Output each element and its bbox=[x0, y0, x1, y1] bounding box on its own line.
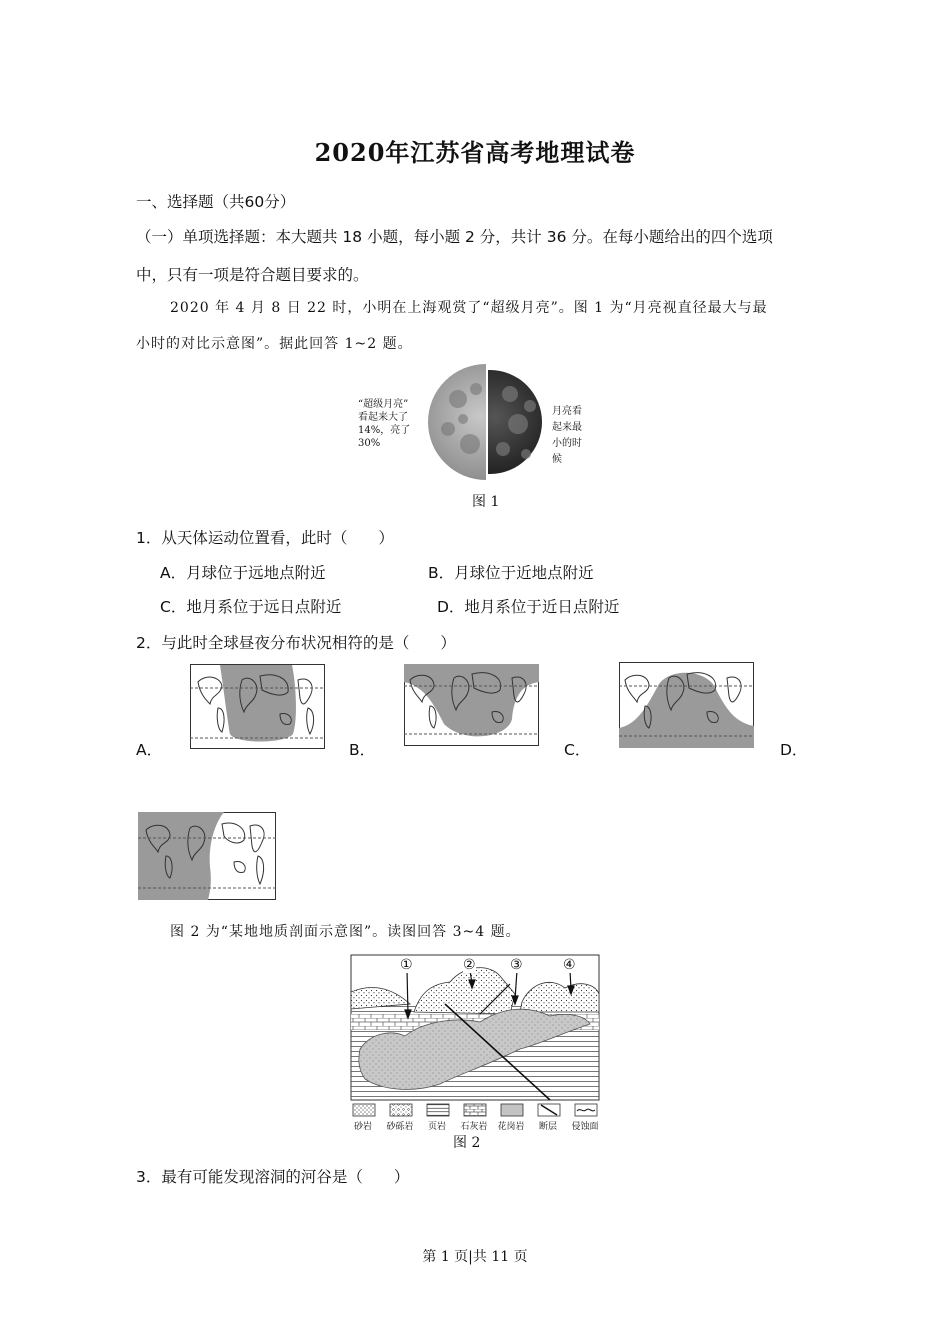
page-footer: 第 1 页|共 11 页 bbox=[422, 1249, 528, 1265]
figure2-marker-3: ③ bbox=[510, 957, 523, 973]
q2-label-b[interactable]: B． bbox=[349, 741, 376, 759]
q1-option-d[interactable]: D．地月系位于近日点附近 bbox=[437, 598, 620, 616]
q1-option-b[interactable]: B．月球位于近地点附近 bbox=[428, 564, 594, 582]
passage1-line-1: 2020 年 4 月 8 日 22 时，小明在上海观赏了“超级月亮”。图 1 为“月亮视直径最大与最 bbox=[170, 300, 768, 316]
figure2-marker-1: ① bbox=[400, 957, 413, 973]
q2-map-d[interactable] bbox=[138, 812, 276, 900]
figure1-left-label: “超级月亮” 看起来大了 14%，亮了 30% bbox=[358, 399, 411, 449]
legend-shale: 页岩 bbox=[427, 1122, 446, 1132]
passage1-line-2: 小时的对比示意图”。据此回答 1~2 题。 bbox=[136, 336, 413, 352]
passage2: 图 2 为“某地地质剖面示意图”。读图回答 3~4 题。 bbox=[170, 924, 521, 940]
figure2-cross-section bbox=[350, 954, 600, 1101]
q2-label-d[interactable]: D． bbox=[780, 741, 808, 759]
q2-map-b[interactable] bbox=[404, 664, 539, 746]
legend-sandstone: 砂岩 bbox=[353, 1122, 372, 1132]
figure2-marker-2: ② bbox=[463, 957, 476, 973]
instructions-line-1: （一）单项选择题：本大题共 18 小题，每小题 2 分，共计 36 分。在每小题给出的四个选项 bbox=[136, 228, 773, 246]
q2-map-c[interactable] bbox=[619, 662, 754, 748]
figure1-moon-image bbox=[418, 364, 568, 482]
section-heading: 一、选择题（共60分） bbox=[136, 193, 296, 211]
figure1-caption: 图 1 bbox=[472, 494, 500, 510]
legend-limestone: 石灰岩 bbox=[460, 1122, 488, 1132]
page-title: 2020年江苏省高考地理试卷 bbox=[314, 138, 636, 167]
legend-conglomerate: 砂砾岩 bbox=[386, 1122, 414, 1132]
q2-stem: 2．与此时全球昼夜分布状况相符的是（ ） bbox=[136, 634, 456, 652]
q1-stem: 1．从天体运动位置看，此时（ ） bbox=[136, 529, 394, 547]
q2-label-a[interactable]: A． bbox=[136, 741, 163, 759]
q2-map-a[interactable] bbox=[190, 664, 325, 749]
figure2-marker-4: ④ bbox=[563, 957, 576, 973]
q2-label-c[interactable]: C． bbox=[564, 741, 591, 759]
q3-stem: 3．最有可能发现溶洞的河谷是（ ） bbox=[136, 1168, 410, 1186]
figure1-right-label: 月亮看 起来最 小的时 候 bbox=[552, 406, 582, 465]
instructions-line-2: 中，只有一项是符合题目要求的。 bbox=[136, 266, 369, 284]
figure2-caption: 图 2 bbox=[453, 1135, 481, 1151]
legend-granite: 花岗岩 bbox=[497, 1122, 525, 1132]
legend-fault: 断层 bbox=[538, 1122, 557, 1132]
q1-option-c[interactable]: C．地月系位于远日点附近 bbox=[160, 598, 342, 616]
legend-erosion-surface: 侵蚀面 bbox=[571, 1122, 599, 1132]
figure2-legend-swatches bbox=[352, 1103, 602, 1117]
q1-option-a[interactable]: A．月球位于远地点附近 bbox=[160, 564, 326, 582]
